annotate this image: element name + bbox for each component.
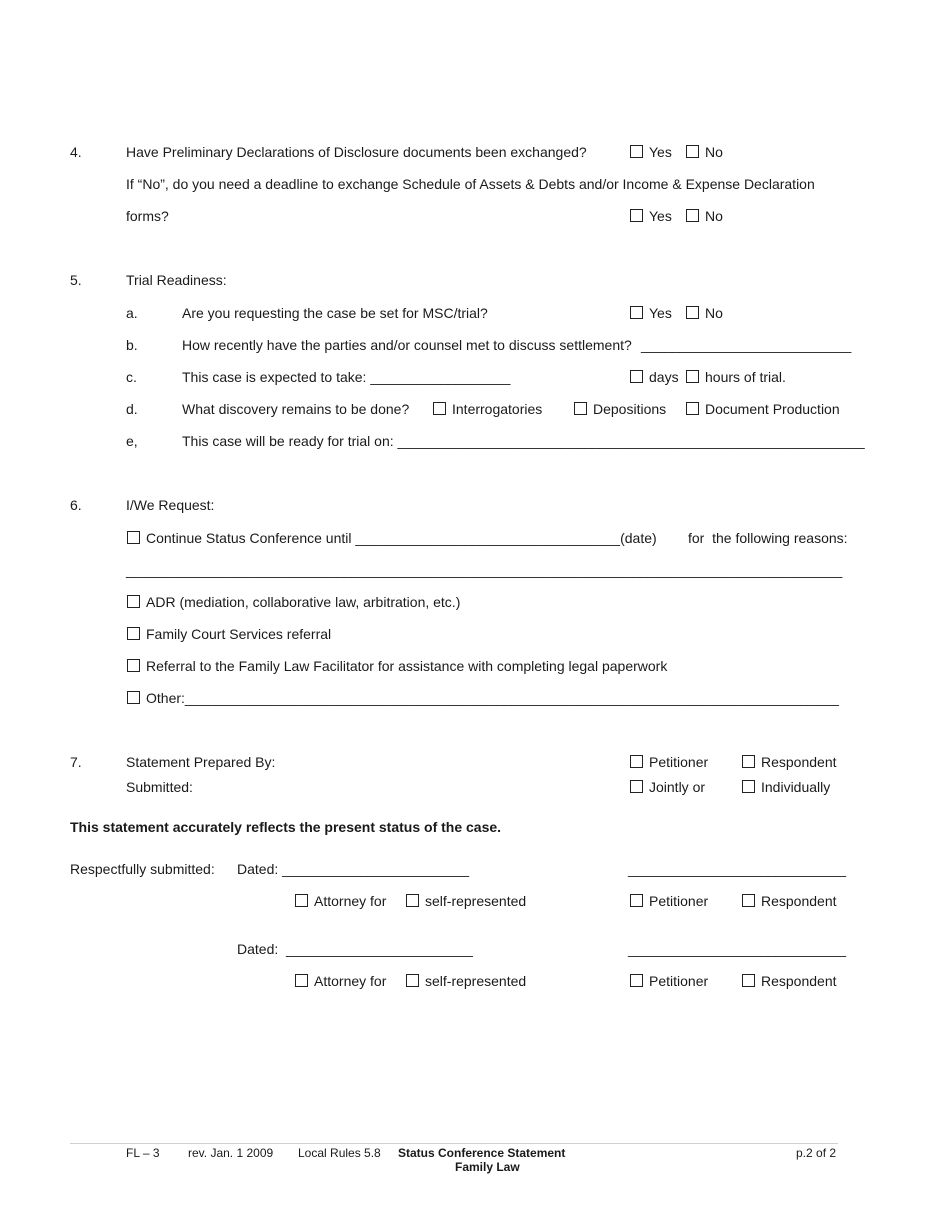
q4-question: Have Preliminary Declarations of Disclosure documents been exchanged?	[126, 144, 587, 160]
q4-followup-line2: forms?	[126, 208, 169, 224]
self-represented-label-1: self-represented	[425, 893, 527, 909]
q5b-blank-line[interactable]: ___________________________	[641, 337, 852, 353]
q6-number: 6.	[70, 497, 82, 513]
footer-subtitle: Family Law	[455, 1160, 520, 1174]
q7-respondent-checkbox[interactable]	[742, 755, 755, 768]
q5a-yes-label: Yes	[649, 305, 672, 321]
q6-reasons-line[interactable]: ____________________________________________________________________________________________	[126, 562, 843, 578]
dated-field-1[interactable]: Dated: ________________________	[237, 861, 470, 877]
signature-line-1[interactable]: ____________________________	[628, 861, 847, 877]
q5c-days-checkbox[interactable]	[630, 370, 643, 383]
q4-followup-yes-label: Yes	[649, 208, 672, 224]
footer-divider	[70, 1143, 838, 1144]
q4-followup-no-label: No	[705, 208, 723, 224]
q6-fcs-label: Family Court Services referral	[146, 626, 332, 642]
footer-form-number: FL – 3	[126, 1146, 160, 1160]
q6-other-label[interactable]: Other:____________________________________________________________________________________	[146, 690, 839, 706]
q6-fcs-checkbox[interactable]	[127, 627, 140, 640]
q4-no-checkbox[interactable]	[686, 145, 699, 158]
attorney-for-label-2: Attorney for	[314, 973, 387, 989]
dated-field-2[interactable]: Dated: ________________________	[237, 941, 473, 957]
q6-adr-label: ADR (mediation, collaborative law, arbitration, etc.)	[146, 594, 461, 610]
q5c-hours-checkbox[interactable]	[686, 370, 699, 383]
q5c-days-label: days	[649, 369, 679, 385]
q6-facilitator-checkbox[interactable]	[127, 659, 140, 672]
q5a-letter: a.	[126, 305, 138, 321]
q5a-no-checkbox[interactable]	[686, 306, 699, 319]
footer-title: Status Conference Statement	[398, 1146, 566, 1160]
petitioner-label-1: Petitioner	[649, 893, 709, 909]
q6-continue-checkbox[interactable]	[127, 531, 140, 544]
q5d-depositions-checkbox[interactable]	[574, 402, 587, 415]
respondent-label-2: Respondent	[761, 973, 837, 989]
petitioner-checkbox-2[interactable]	[630, 974, 643, 987]
q5c-hours-label: hours of trial.	[705, 369, 786, 385]
petitioner-checkbox-1[interactable]	[630, 894, 643, 907]
q7-petitioner-checkbox[interactable]	[630, 755, 643, 768]
q7-petitioner-label: Petitioner	[649, 754, 709, 770]
q5a-text: Are you requesting the case be set for MSC/trial?	[182, 305, 488, 321]
q4-followup-line1: If “No”, do you need a deadline to exchange Schedule of Assets & Debts and/or Income & Expense Declaration	[126, 176, 815, 192]
q4-followup-yes-checkbox[interactable]	[630, 209, 643, 222]
respondent-checkbox-1[interactable]	[742, 894, 755, 907]
q6-continue-label: Continue Status Conference until __________________________________(date)	[146, 530, 657, 546]
q5d-document-production-label: Document Production	[705, 401, 840, 417]
petitioner-label-2: Petitioner	[649, 973, 709, 989]
q5c-letter: c.	[126, 369, 137, 385]
respectfully-submitted-label: Respectfully submitted:	[70, 861, 215, 877]
footer-revision: rev. Jan. 1 2009	[188, 1146, 274, 1160]
q7-number: 7.	[70, 754, 82, 770]
self-represented-label-2: self-represented	[425, 973, 527, 989]
q7-submitted: Submitted:	[126, 779, 193, 795]
q6-facilitator-label: Referral to the Family Law Facilitator for assistance with completing legal paperwork	[146, 658, 668, 674]
q4-followup-no-checkbox[interactable]	[686, 209, 699, 222]
q5d-text: What discovery remains to be done?	[182, 401, 410, 417]
q5e-text[interactable]: This case will be ready for trial on: ____________________________________________________________	[182, 433, 865, 449]
self-represented-checkbox-1[interactable]	[406, 894, 419, 907]
q5d-document-production-checkbox[interactable]	[686, 402, 699, 415]
q5a-yes-checkbox[interactable]	[630, 306, 643, 319]
q5d-interrogatories-label: Interrogatories	[452, 401, 543, 417]
respondent-label-1: Respondent	[761, 893, 837, 909]
footer-local-rules: Local Rules 5.8	[298, 1146, 381, 1160]
q5a-no-label: No	[705, 305, 723, 321]
statement-text: This statement accurately reflects the present status of the case.	[70, 819, 502, 835]
q4-number: 4.	[70, 144, 82, 160]
q5b-letter: b.	[126, 337, 138, 353]
attorney-for-label-1: Attorney for	[314, 893, 387, 909]
respondent-checkbox-2[interactable]	[742, 974, 755, 987]
q4-yes-label: Yes	[649, 144, 672, 160]
q5-title: Trial Readiness:	[126, 272, 227, 288]
q7-respondent-label: Respondent	[761, 754, 837, 770]
q7-individually-checkbox[interactable]	[742, 780, 755, 793]
q4-no-label: No	[705, 144, 723, 160]
q7-prepared-by: Statement Prepared By:	[126, 754, 276, 770]
q7-jointly-label: Jointly or	[649, 779, 706, 795]
self-represented-checkbox-2[interactable]	[406, 974, 419, 987]
q5d-letter: d.	[126, 401, 138, 417]
footer-page-number: p.2 of 2	[796, 1146, 837, 1160]
q6-reasons-label: for the following reasons:	[688, 530, 848, 546]
signature-line-2[interactable]: ____________________________	[628, 941, 847, 957]
q5e-letter: e,	[126, 433, 138, 449]
q5d-depositions-label: Depositions	[593, 401, 667, 417]
q4-yes-checkbox[interactable]	[630, 145, 643, 158]
q6-title: I/We Request:	[126, 497, 215, 513]
q5b-text: How recently have the parties and/or counsel met to discuss settlement?	[182, 337, 632, 353]
q5d-interrogatories-checkbox[interactable]	[433, 402, 446, 415]
attorney-for-checkbox-1[interactable]	[295, 894, 308, 907]
q5-number: 5.	[70, 272, 82, 288]
q5c-text: This case is expected to take: __________________	[182, 369, 511, 385]
q6-adr-checkbox[interactable]	[127, 595, 140, 608]
q6-other-checkbox[interactable]	[127, 691, 140, 704]
q7-individually-label: Individually	[761, 779, 831, 795]
q7-jointly-checkbox[interactable]	[630, 780, 643, 793]
attorney-for-checkbox-2[interactable]	[295, 974, 308, 987]
